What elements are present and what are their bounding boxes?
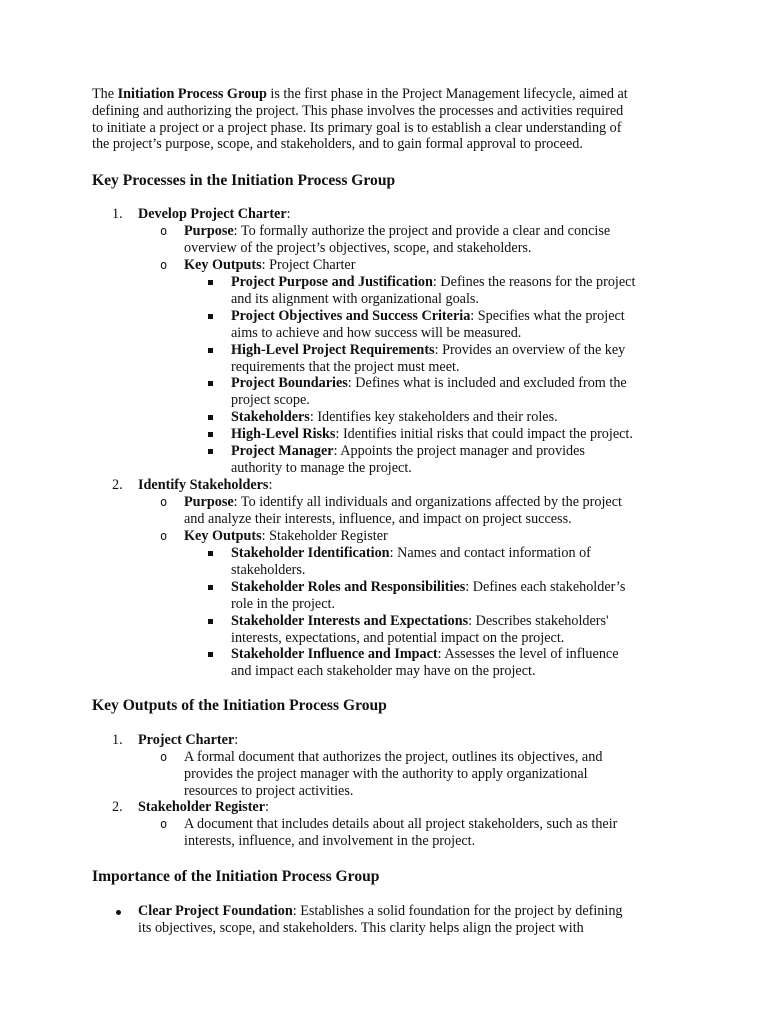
output-description: resources to project activities. xyxy=(184,783,354,799)
circle-bullet-icon: o xyxy=(160,750,168,764)
intro-text: The xyxy=(92,86,118,102)
list-item-continuation: and impact each stakeholder may have on the project. xyxy=(231,663,536,679)
heading-importance: Importance of the Initiation Process Group xyxy=(92,868,380,885)
intro-paragraph xyxy=(92,86,692,153)
square-bullet-icon xyxy=(208,449,213,454)
square-bullet-icon xyxy=(208,551,213,556)
list-number: 2. xyxy=(112,477,123,493)
intro-text: to initiate a project or a project phase. Its primary goal is to establish a clear understanding of xyxy=(92,119,622,136)
square-bullet-icon xyxy=(208,432,213,437)
outputs-line: Key Outputs: Project Charter xyxy=(184,257,356,273)
list-number: 1. xyxy=(112,206,123,222)
list-item-continuation: and its alignment with organizational goals. xyxy=(231,291,479,307)
list-number: 2. xyxy=(112,799,123,815)
circle-bullet-icon: o xyxy=(160,224,168,238)
output-description: A formal document that authorizes the project, outlines its objectives, and xyxy=(184,749,603,765)
list-item: Stakeholder Identification: Names and contact information of xyxy=(231,545,591,561)
purpose-line: and analyze their interests, influence, and impact on project success. xyxy=(184,511,572,527)
heading-key-processes: Key Processes in the Initiation Process Group xyxy=(92,172,396,189)
list-item: Project Boundaries: Defines what is included and excluded from the xyxy=(231,375,627,391)
list-item-continuation: role in the project. xyxy=(231,596,336,612)
output-description: A document that includes details about all project stakeholders, such as their xyxy=(184,816,618,832)
list-item-continuation: aims to achieve and how success will be measured. xyxy=(231,325,522,341)
list-item-continuation: project scope. xyxy=(231,392,310,408)
intro-text: the project’s purpose, scope, and stakeholders, and to gain formal approval to proceed. xyxy=(92,136,583,153)
intro-text: defining and authorizing the project. This phase involves the processes and activities required xyxy=(92,102,624,119)
square-bullet-icon xyxy=(208,381,213,386)
square-bullet-icon xyxy=(208,652,213,657)
list-item: Project Objectives and Success Criteria: Specifies what the project xyxy=(231,308,625,324)
purpose-line: Purpose: To formally authorize the project and provide a clear and concise xyxy=(184,223,611,239)
list-item-continuation: interests, expectations, and potential impact on the project. xyxy=(231,630,565,646)
list-item-continuation: authority to manage the project. xyxy=(231,460,412,476)
list-item: High-Level Risks: Identifies initial risks that could impact the project. xyxy=(231,426,633,442)
list-item: Stakeholder Roles and Responsibilities: Defines each stakeholder’s xyxy=(231,579,626,595)
square-bullet-icon xyxy=(208,585,213,590)
circle-bullet-icon: o xyxy=(160,258,168,272)
output-title: Project Charter: xyxy=(138,732,239,748)
list-item: Project Purpose and Justification: Defines the reasons for the project xyxy=(231,274,636,290)
bullet-icon xyxy=(116,910,121,915)
output-description: interests, influence, and involvement in the project. xyxy=(184,833,476,849)
circle-bullet-icon: o xyxy=(160,495,168,509)
list-item-continuation: stakeholders. xyxy=(231,562,306,578)
circle-bullet-icon: o xyxy=(160,817,168,831)
list-item: Project Manager: Appoints the project manager and provides xyxy=(231,443,585,459)
square-bullet-icon xyxy=(208,314,213,319)
square-bullet-icon xyxy=(208,619,213,624)
heading-key-outputs: Key Outputs of the Initiation Process Group xyxy=(92,697,387,714)
square-bullet-icon xyxy=(208,415,213,420)
square-bullet-icon xyxy=(208,280,213,285)
list-item: Stakeholder Interests and Expectations: Describes stakeholders' xyxy=(231,613,609,629)
list-number: 1. xyxy=(112,732,123,748)
list-item: Stakeholders: Identifies key stakeholders and their roles. xyxy=(231,409,558,425)
list-item: Stakeholder Influence and Impact: Assesses the level of influence xyxy=(231,646,619,662)
list-item-continuation: requirements that the project must meet. xyxy=(231,359,460,375)
process-title: Develop Project Charter: xyxy=(138,206,291,222)
intro-bold-term: Initiation Process Group xyxy=(117,86,267,102)
purpose-line: overview of the project’s objectives, scope, and stakeholders. xyxy=(184,240,532,256)
process-title: Identify Stakeholders: xyxy=(138,477,273,493)
output-description: provides the project manager with the authority to apply organizational xyxy=(184,766,588,782)
outputs-line: Key Outputs: Stakeholder Register xyxy=(184,528,388,544)
list-item: High-Level Project Requirements: Provides an overview of the key xyxy=(231,342,626,358)
square-bullet-icon xyxy=(208,348,213,353)
intro-text: is the first phase in the Project Management lifecycle, aimed at xyxy=(266,86,628,102)
importance-item-continuation: its objectives, scope, and stakeholders. This clarity helps align the project with xyxy=(138,920,584,936)
purpose-line: Purpose: To identify all individuals and organizations affected by the project xyxy=(184,494,622,510)
circle-bullet-icon: o xyxy=(160,529,168,543)
output-title: Stakeholder Register: xyxy=(138,799,269,815)
importance-item: Clear Project Foundation: Establishes a solid foundation for the project by defining xyxy=(138,903,623,919)
